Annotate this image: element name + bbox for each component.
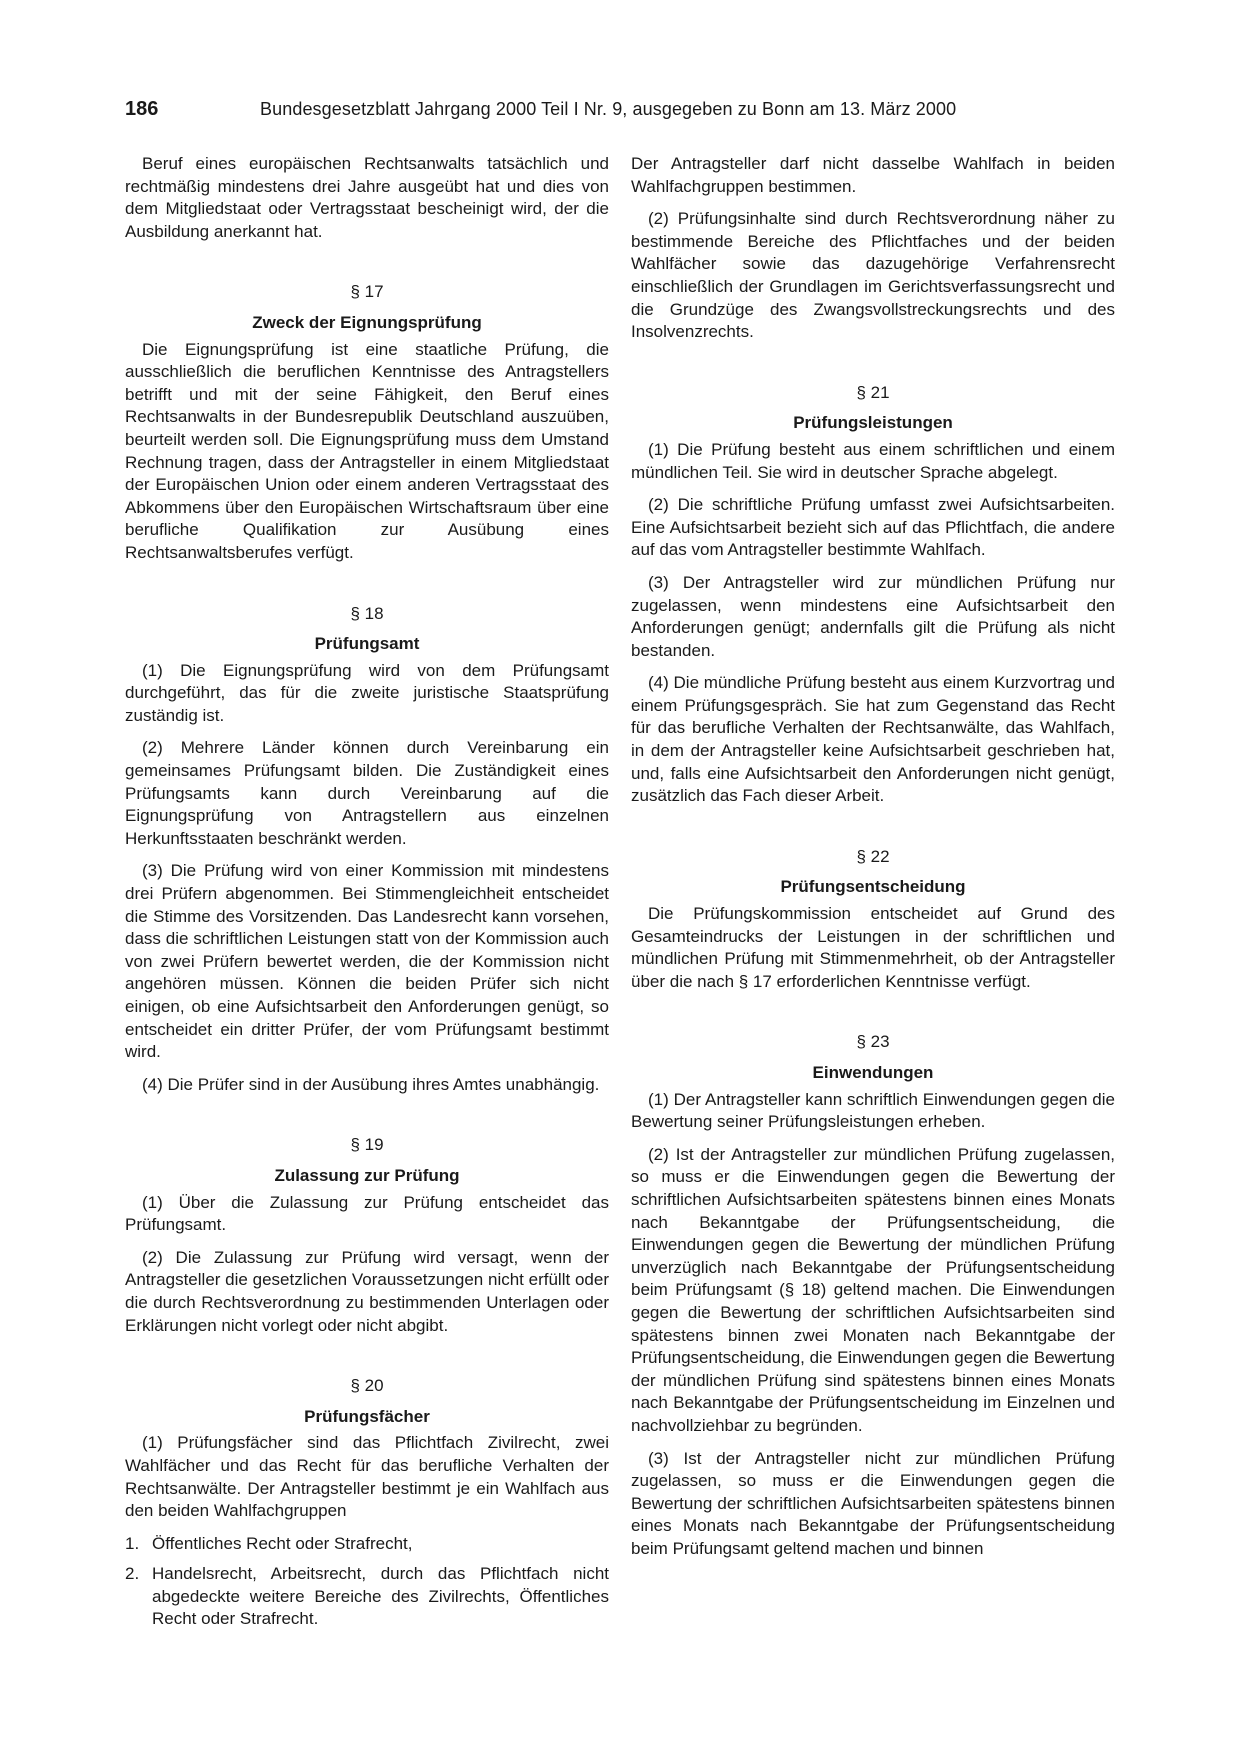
paragraph: Die Eignungsprüfung ist eine staatliche Prüfung, die ausschließlich die beruflichen Kenntnisse des Antragstellers betrifft und mit der seine Fähigkeit, den Beruf eines Rechtsanwalts in der Bundesrepublik Deutschland auszuüben, beurteilt werden soll. Die Eignungsprüfung muss dem Umstand Rechnung tragen, dass der Antragsteller in einem Mitgliedstaat der Europäischen Union oder einem anderen Vertragsstaat des Abkommens über den Europäischen Wirtschaftsraum über eine berufliche Qualifikation zur Ausübung eines Rechtsanwaltsberufes verfügt. bbox=[125, 339, 609, 562]
paragraph: (1) Über die Zulassung zur Prüfung entscheidet das Prüfungsamt. bbox=[125, 1192, 609, 1235]
section-21 bbox=[631, 382, 1115, 808]
list-number: 2. bbox=[125, 1564, 140, 1584]
paragraph: (1) Der Antragsteller kann schriftlich Einwendungen gegen die Bewertung seiner Prüfungsleistungen erheben. bbox=[631, 1089, 1115, 1132]
section-title: Zweck der Eignungsprüfung bbox=[252, 312, 482, 332]
section-number: § 22 bbox=[856, 846, 890, 866]
right-column bbox=[631, 153, 1115, 1570]
list-text: Handelsrecht, Arbeitsrecht, durch das Pflichtfach nicht abgedeckte weitere Bereiche des Zivilrechts, Öffentliches Recht oder Strafrecht. bbox=[152, 1564, 609, 1629]
paragraph: (3) Die Prüfung wird von einer Kommission mit mindestens drei Prüfern abgenommen. Bei Stimmengleichheit entscheidet die Stimme des Vorsitzenden. Das Landesrecht kann vorsehen, dass die schriftlichen Leistungen statt von der Kommission auch von zwei Prüfern bewertet werden, die der Kommission nicht angehören müssen. Können die beiden Prüfer sich nicht einigen, ob eine Aufsichtsarbeit den Anforderungen genügt, so entscheidet ein dritter Prüfer, der vom Prüfungsamt bestimmt wird. bbox=[125, 861, 609, 1062]
section-number: § 18 bbox=[350, 603, 384, 623]
paragraph: (2) Die Zulassung zur Prüfung wird versagt, wenn der Antragsteller die gesetzlichen Voraussetzungen nicht erfüllt oder die durch Rechtsverordnung zu bestimmenden Unterlagen oder Erklärungen nicht vorlegt oder nicht abgibt. bbox=[125, 1247, 609, 1335]
section-19 bbox=[125, 1134, 609, 1337]
paragraph: (2) Ist der Antragsteller zur mündlichen Prüfung zugelassen, so muss er die Einwendungen gegen die Bewertung der schriftlichen Aufsichtsarbeiten spätestens binnen eines Monats nach Bekanntgabe der Prüfungsentscheidung, die Einwendungen gegen die Bewertung der mündlichen Prüfung unverzüglich nach Bekanntgabe der Prüfungsentscheidung beim Prüfungsamt (§ 18) geltend machen. Die Einwendungen gegen die Bewertung der schriftlichen Aufsichtsarbeiten sind spätestens binnen zwei Monaten nach Bekanntgabe der Prüfungsentscheidung, die Einwendungen gegen die Bewertung der mündlichen Prüfung sind spätestens binnen eines Monats nach Bekanntgabe der Prüfungsentscheidung im Einzelnen und nachvollziehbar zu begründen. bbox=[631, 1144, 1115, 1435]
paragraph: (2) Prüfungsinhalte sind durch Rechtsverordnung näher zu bestimmende Bereiche des Pflichtfaches und der beiden Wahlfächer sowie das dazugehörige Verfahrensrecht einschließlich der Grundlagen im Gerichtsverfassungsrecht und die Grundzüge des Zwangsvollstreckungsrechts und des Insolvenzrechts. bbox=[631, 209, 1115, 342]
paragraph: (1) Die Eignungsprüfung wird von dem Prüfungsamt durchgeführt, das für die zweite juristische Staatsprüfung zuständig ist. bbox=[125, 660, 609, 725]
section-number: § 21 bbox=[856, 382, 890, 402]
paragraph: Der Antragsteller darf nicht dasselbe Wahlfach in beiden Wahlfachgruppen bestimmen. bbox=[631, 154, 1115, 196]
section-22 bbox=[631, 846, 1115, 994]
section-20-continued bbox=[631, 153, 1115, 344]
list-text: Öffentliches Recht oder Strafrecht, bbox=[152, 1533, 413, 1553]
page-number: 186 bbox=[125, 98, 159, 120]
section-title: Prüfungsleistungen bbox=[793, 413, 953, 433]
section-20 bbox=[125, 1375, 609, 1631]
intro-paragraph: Beruf eines europäischen Rechtsanwalts tatsächlich und rechtmäßig mindestens drei Jahre ausgeübt hat und dies von dem Mitgliedstaat oder Vertragsstaat bescheinigt wird, der die Ausbildung anerkannt hat. bbox=[125, 154, 609, 241]
paragraph: (3) Ist der Antragsteller nicht zur mündlichen Prüfung zugelassen, so muss er die Einwendungen gegen die Bewertung der schriftlichen Aufsichtsarbeiten spätestens binnen eines Monats nach Bekanntgabe der Prüfungsentscheidung beim Prüfungsamt geltend machen und binnen bbox=[631, 1448, 1115, 1558]
section-18 bbox=[125, 603, 609, 1097]
section-number: § 17 bbox=[350, 282, 384, 302]
paragraph: (2) Die schriftliche Prüfung umfasst zwei Aufsichtsarbeiten. Eine Aufsichtsarbeit bezieht sich auf das Pflichtfach, die andere auf das vom Antragsteller bestimmte Wahlfach. bbox=[631, 495, 1115, 560]
section-title: Prüfungsentscheidung bbox=[780, 877, 966, 897]
paragraph: (4) Die mündliche Prüfung besteht aus einem Kurzvortrag und einem Prüfungsgespräch. Sie hat zum Gegenstand das Recht für das berufliche Verhalten der Rechtsanwälte, das Wahlfach, in dem der Antragsteller keine Aufsichtsarbeit geschrieben hat, und, falls eine Aufsichtsarbeit den Anforderungen nicht genügt, zusätzlich das Fach dieser Arbeit. bbox=[631, 673, 1115, 806]
section-title: Einwendungen bbox=[812, 1063, 934, 1082]
paragraph: (1) Prüfungsfächer sind das Pflichtfach Zivilrecht, zwei Wahlfächer und das Recht für das berufliche Verhalten der Rechtsanwälte. Der Antragsteller bestimmt je ein Wahlfach aus den beiden Wahlfachgruppen bbox=[125, 1433, 609, 1521]
list-item bbox=[125, 1533, 609, 1556]
list-item bbox=[125, 1563, 609, 1631]
section-number: § 19 bbox=[350, 1135, 384, 1155]
section-number: § 23 bbox=[856, 1032, 890, 1052]
paragraph: (1) Die Prüfung besteht aus einem schriftlichen und einem mündlichen Teil. Sie wird in deutscher Sprache abgelegt. bbox=[631, 439, 1115, 482]
running-head: Bundesgesetzblatt Jahrgang 2000 Teil I Nr. 9, ausgegeben zu Bonn am 13. März 2000 bbox=[260, 99, 957, 119]
list-number: 1. bbox=[125, 1533, 140, 1553]
section-number: § 20 bbox=[350, 1376, 384, 1396]
page-header bbox=[125, 98, 1115, 128]
paragraph: Die Prüfungskommission entscheidet auf Grund des Gesamteindrucks der Leistungen in der schriftlichen und mündlichen Prüfung mit Stimmenmehrheit, ob der Antragsteller über die nach § 17 erforderlichen Kenntnisse verfügt. bbox=[631, 904, 1115, 991]
section-title: Prüfungsamt bbox=[314, 634, 420, 654]
paragraph: (4) Die Prüfer sind in der Ausübung ihres Amtes unabhängig. bbox=[142, 1074, 600, 1094]
paragraph: (3) Der Antragsteller wird zur mündlichen Prüfung nur zugelassen, wenn mindestens eine Aufsichtsarbeit den Anforderungen genügt; andernfalls gilt die Prüfung als nicht bestanden. bbox=[631, 572, 1115, 660]
section-23 bbox=[631, 1031, 1115, 1560]
paragraph: (2) Mehrere Länder können durch Vereinbarung ein gemeinsames Prüfungsamt bilden. Die Zuständigkeit eines Prüfungsamts kann durch Vereinbarung auf die Eignungsprüfung von Antragstellern aus einzelnen Herkunftsstaaten beschränkt werden. bbox=[125, 738, 609, 848]
section-17 bbox=[125, 281, 609, 564]
section-title: Prüfungsfächer bbox=[304, 1406, 430, 1426]
section-title: Zulassung zur Prüfung bbox=[274, 1165, 460, 1185]
left-column bbox=[125, 153, 609, 1639]
